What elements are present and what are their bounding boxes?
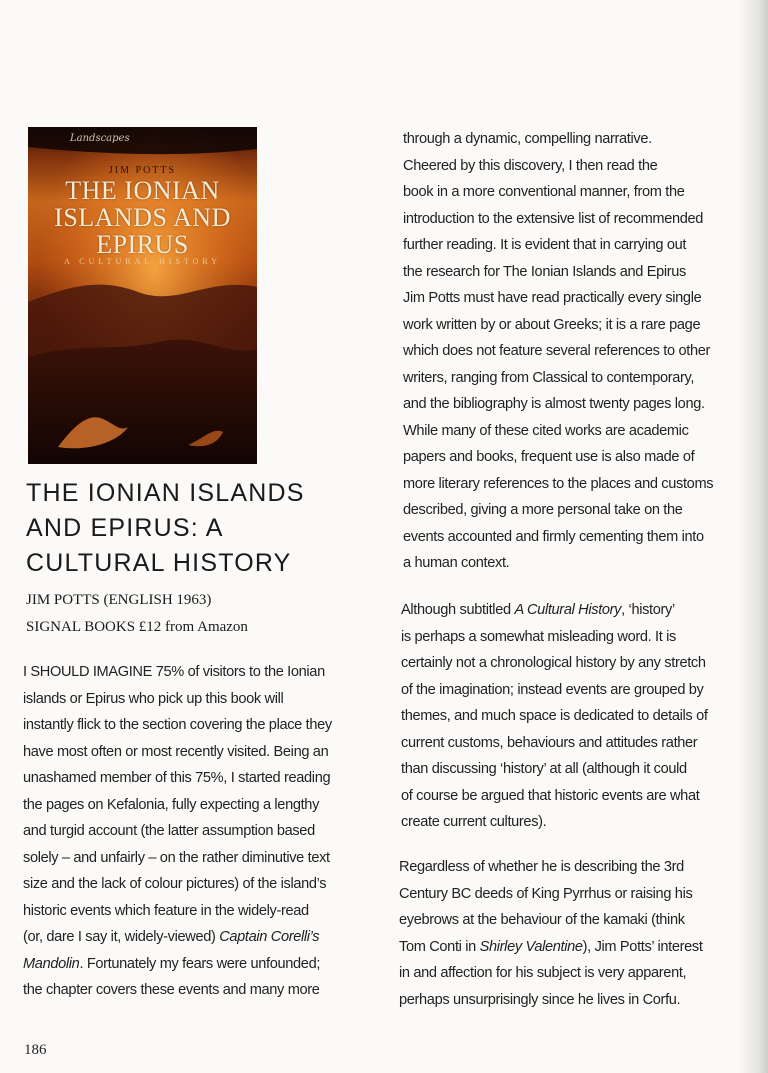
text-line: and the bibliography is almost twenty pages long.: [403, 396, 705, 412]
text-line: through a dynamic, compelling narrative.: [403, 131, 652, 147]
text-line: Jim Potts must have read practically every single: [403, 290, 702, 306]
text-line: in and affection for his subject is very apparent,: [399, 965, 687, 981]
text-line: themes, and much space is dedicated to details of: [401, 708, 708, 724]
text-line: and turgid account (the latter assumption based: [23, 823, 315, 839]
review-title: THE IONIAN ISLANDS AND EPIRUS: A CULTURAL HISTORY: [26, 479, 305, 577]
text-line: islands or Epirus who pick up this book will: [23, 690, 284, 707]
author-line: JIM POTTS (ENGLISH 1963): [26, 592, 212, 608]
text-line: create current cultures).: [401, 814, 547, 830]
review-paragraph-right-1: [403, 126, 713, 577]
italic-title: Captain Corelli’s: [219, 929, 320, 945]
text-line: of the imagination; instead events are grouped by: [401, 681, 704, 698]
cover-title: THE IONIAN ISLANDS AND EPIRUS: [54, 176, 231, 259]
book-cover-image: [28, 127, 257, 464]
text-line: Century BC deeds of King Pyrrhus or raising his: [399, 885, 693, 902]
page-number: 186: [24, 1042, 47, 1058]
cover-series-logo: Landscapes: [70, 133, 130, 144]
review-paragraph-left: [23, 659, 332, 1004]
text-line: which does not feature several references to other: [403, 343, 710, 359]
text-line: I SHOULD IMAGINE 75% of visitors to the Ionian: [23, 664, 325, 680]
text-line: described, giving a more personal take on the: [403, 502, 683, 518]
text-line: further reading. It is evident that in carrying out: [403, 237, 687, 253]
text-line: size and the lack of colour pictures) of the island’s: [23, 876, 327, 892]
text-line: unashamed member of this 75%, I started reading: [23, 770, 331, 786]
italic-title: Mandolin: [23, 955, 80, 972]
text-line: more literary references to the places and customs: [403, 475, 714, 492]
review-paragraph-right-2: [401, 597, 708, 836]
text-line: book in a more conventional manner, from the: [403, 184, 685, 200]
text-line: certainly not a chronological history by any stretch: [401, 655, 706, 671]
text-line: introduction to the extensive list of recommended: [403, 210, 704, 227]
text-line: have most often or most recently visited. Being an: [23, 743, 329, 760]
text-line: solely – and unfairly – on the rather diminutive text: [23, 849, 330, 866]
text-line: historic events which feature in the widely-read: [23, 902, 309, 919]
cover-subtitle: A CULTURAL HISTORY: [63, 257, 222, 266]
text-line: is perhaps a somewhat misleading word. It is: [401, 628, 676, 645]
text-line: (or, dare I say it, widely-viewed) Captain Corelli’s: [23, 929, 320, 945]
text-line: the research for The Ionian Islands and Epirus: [403, 263, 686, 280]
text-line: work written by or about Greeks; it is a rare page: [403, 316, 701, 333]
italic-title: Shirley Valentine: [479, 938, 583, 955]
text-line: instantly flick to the section covering the place they: [23, 717, 332, 733]
text-line: a human context.: [403, 555, 510, 571]
publisher-price-line: SIGNAL BOOKS £12 from Amazon: [26, 619, 248, 635]
text-line: Cheered by this discovery, I then read the: [403, 157, 658, 174]
page-gutter-shadow: [738, 0, 768, 1073]
text-line: While many of these cited works are academic: [403, 422, 689, 439]
text-line: writers, ranging from Classical to contemporary,: [403, 369, 695, 386]
text-line: the pages on Kefalonia, fully expecting a lengthy: [23, 796, 320, 813]
text-line: perhaps unsurprisingly since he lives in Corfu.: [399, 991, 681, 1008]
cover-author: JIM POTTS: [108, 165, 177, 176]
text-line: papers and books, frequent use is also made of: [403, 449, 695, 465]
text-line: events accounted and firmly cementing them into: [403, 528, 704, 545]
text-line: Mandolin. Fortunately my fears were unfounded;: [23, 955, 321, 972]
review-paragraph-right-3: [399, 854, 703, 1013]
text-line: Tom Conti in Shirley Valentine), Jim Potts’ interest: [399, 938, 703, 955]
text-line: than discussing ‘history’ at all (although it could: [401, 761, 687, 777]
text-line: eyebrows at the behaviour of the kamaki (think: [399, 912, 685, 928]
italic-title: A Cultural History: [514, 602, 622, 618]
text-line: current customs, behaviours and attitudes rather: [401, 734, 698, 751]
text-line: Although subtitled A Cultural History, ‘history’: [401, 602, 675, 618]
text-line: of course be argued that historic events are what: [401, 787, 700, 804]
text-line: Regardless of whether he is describing the 3rd: [399, 859, 684, 875]
text-line: the chapter covers these events and many more: [23, 982, 320, 998]
